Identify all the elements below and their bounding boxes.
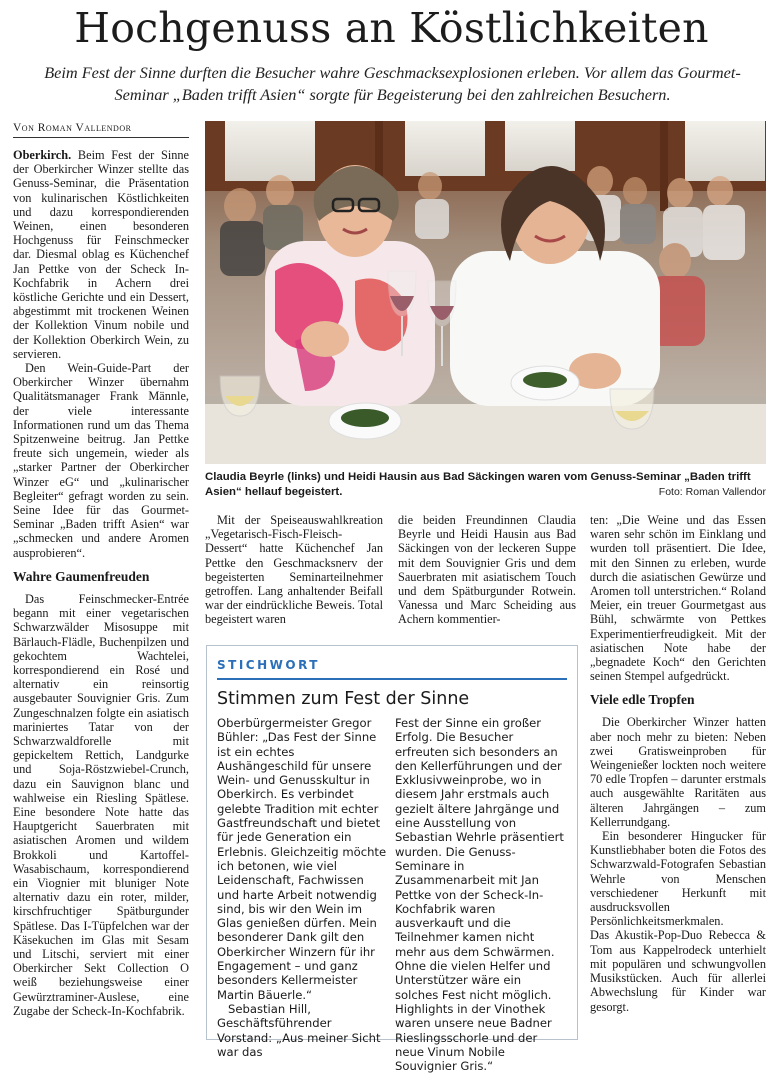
article-paragraph: ten: „Die Weine und das Essen waren sehr schön im Einklang und wurden toll präsentiert. Die Idee, mit den Sinnen zu erleben, wurde durch die asiatischen Gewürze und Aromen toll unterstrichen.“ Roland Meier, ein treuer Gourmetgast aus Bühl, schwärmte von Pettkes Experimentierfreudigkeit. Mit der asiatischen Note habe der „begnadete Koch“ den Gerichten seinen Stempel aufgedrückt. <box>590 513 766 684</box>
paragraph-text: Beim Fest der Sinne der Oberkircher Winzer stellte das Genuss-Seminar, die Präsentation von kulinarischen Köstlichkeiten und dazu korrespondierenden Weinen, einen besonderen Hochgenuss für Feinschmecker dar. Diesmal oblag es Küchenchef Jan Pettke von der Scheck In-Kochfabrik in Achern drei köstliche Gerichte und ein Dessert, abgestimmt mit trockenen Weinen der Kollektion Vinum nobile und der Kollektion Oberkirch Wein, zu servieren. <box>13 148 189 361</box>
byline-text: Von Roman Vallendor <box>13 122 132 134</box>
article-paragraph: Das Akustik-Pop-Duo Rebecca & Tom aus Kappelrodeck unterhielt mit populären und schwungvollen Musikstücken. Auch für allerlei Abwechslung für Kinder war gesorgt. <box>590 928 766 1014</box>
photo-caption: Claudia Beyrle (links) und Heidi Hausin aus Bad Säckingen waren vom Genuss-Seminar „Baden trifft Asien“ hellauf begeistert. <box>205 471 751 498</box>
box-paragraph: Oberbürgermeister Gregor Bühler: „Das Fest der Sinne ist ein echtes Aushängeschild für unsere Wein- und Genusskultur in Oberkirch. Es verbindet gelebte Tradition mit echter Gastfreundschaft und bietet für jede Generation ein Erlebnis. Gleichzeitig möchte ich betonen, wie viel Leidenschaft, Fachwissen und harte Arbeit notwendig sind, bis wir den Wein im Glas genießen dürfen. Mein besonderer Dank gilt den Oberkircher Winzern für ihr Engagement – und ganz besonders Kellermeister Martin Bäuerle.“ <box>217 716 387 1002</box>
box-paragraph: Fest der Sinne ein großer Erfolg. Die Besucher erfreuten sich besonders an den Kellerführungen und der Exklusivweinprobe, wo in diesem Jahr erstmals auch gezielt ältere Jahrgänge und eine Ausstellung von Sebastian Wehrle präsentiert wurden. Die Genuss-Seminare in Zusammenarbeit mit Jan Pettke von der Scheck-In-Kochfabrik waren ausverkauft und die Teilnehmer kamen nicht mehr aus dem Schwärmen. Ohne die vielen Helfer und Unterstützer wäre ein solches Fest nicht möglich. Highlights in der Vinothek waren unsere neue Badner Rieslingsschorle und der neue Vinum Nobile Souvignier Gris.“ <box>395 716 564 1073</box>
byline <box>13 122 189 138</box>
deck-subtitle: Beim Fest der Sinne durften die Besucher wahre Geschmacksexplosionen erleben. Vor allem das Gourmet-Seminar „Baden trifft Asien“ sorgte für Begeisterung bei den zahlreichen Besuchern. <box>44 63 741 104</box>
info-box <box>206 645 578 1073</box>
article-column-2 <box>205 513 383 627</box>
subheading: Wahre Gaumenfreuden <box>13 568 150 584</box>
box-divider <box>217 678 567 680</box>
article-paragraph: Die Oberkircher Winzer hatten aber noch mehr zu bieten: Neben zwei Gratisweinproben für Weingenießer lockten noch weitere 70 edle Tropfen – darunter erstmals auch ausgewählte Raritäten aus älteren Jahrgängen – zum Kellerrundgang. <box>590 715 766 829</box>
article-photo <box>205 121 766 464</box>
box-title: Stimmen zum Fest der Sinne <box>217 689 470 709</box>
box-column-1 <box>217 716 387 1059</box>
headline: Hochgenuss an Köstlichkeiten <box>74 4 709 52</box>
article-paragraph <box>13 148 189 361</box>
subheading: Viele edle Tropfen <box>590 692 695 708</box>
article-paragraph: Den Wein-Guide-Part der Oberkircher Winzer übernahm Qualitätsmanager Frank Männle, der viele interessante Informationen rund um das Thema Spitzenweine beitrug. Jan Pettke freute sich ungemein, wieder als „starker Partner der Oberkircher Winzer eG“ und „kulinarischer Begleiter“ gefragt worden zu sein. Seine Idee für das Gourmet-Seminar „Baden trifft Asien“ war „schmecken und andere Aromen ausprobieren“. <box>13 361 189 560</box>
photo-credit: Foto: Roman Vallendor <box>658 486 766 498</box>
article-paragraph: Das Feinschmecker-Entrée begann mit einer vegetarischen Schwarzwälder Misosuppe mit Bärlauch-Flädle, Buchenpilzen und gekochtem Wachtelei, korrespondierend ein Rosé und alternativ ein reinsortig ausgebauter Souvignier Gris. Zum Zungeschnalzen folgte ein asiatisch mariniertes Tatar von der Schwarzwaldforelle mit gepickeltem Rettich, Landgurke und Soja-Röstzwiebel-Crunch, dazu ein Sauvignon blanc und wahlweise ein Riesling Spätlese. Eine besondere Note hatte das Hauptgericht Sauerbraten mit asiatischen Aromen und wildem Brokkoli und Kartoffel-Wasabischaum, korrespondierend ein Viognier mit bluniger Note alternativ dazu ein roter, milder, kirschfruchtiger Spätburgunder Spätlese. Das I-Tüpfelchen war der Käsekuchen im Glas mit Sesam und Litschi, serviert mit einer Oberkircher Sekt Collection O weiß beziehungsweise einer Gewürztraminer-Auslese, eine Zugabe der Scheck-In-Kochfabrik. <box>13 591 189 1018</box>
box-tag: STICHWORT <box>217 658 320 672</box>
box-column-2 <box>395 716 565 1073</box>
dateline: Oberkirch. <box>13 148 72 162</box>
article-column-4 <box>590 513 766 1014</box>
box-paragraph: Sebastian Hill, Geschäftsführender Vorstand: „Aus meiner Sicht war das <box>217 1001 381 1059</box>
article-paragraph: die beiden Freundinnen Claudia Beyrle und Heidi Hausin aus Bad Säckingen von der leckeren Suppe mit dem Souvignier Gris und dem Sauerbraten mit asiatischem Touch und dem Spätburgunder Rotwein. Vanessa und Marc Scheiding aus Achern kommentier- <box>398 513 576 627</box>
article-paragraph: Mit der Speiseauswahlkreation „Vegetarisch-Fisch-Fleisch-Dessert“ hatte Küchenchef Jan Pettke den Geschmacksnerv der begeisterten Seminarteilnehmer getroffen. Lang anhaltender Beifall war der eindrückliche Beweis. Total begeistert waren <box>205 513 383 627</box>
article-column-1 <box>13 148 189 1018</box>
article-paragraph: Ein besonderer Hingucker für Kunstliebhaber boten die Fotos des Schwarzwald-Fotografen Sebastian Wehrle von Menschen verschiedener Herkunft mit ausdrucksvollen Persönlichkeitsmerkmalen. <box>590 829 766 929</box>
photo-illustration <box>205 121 766 464</box>
article-column-3 <box>398 513 576 627</box>
